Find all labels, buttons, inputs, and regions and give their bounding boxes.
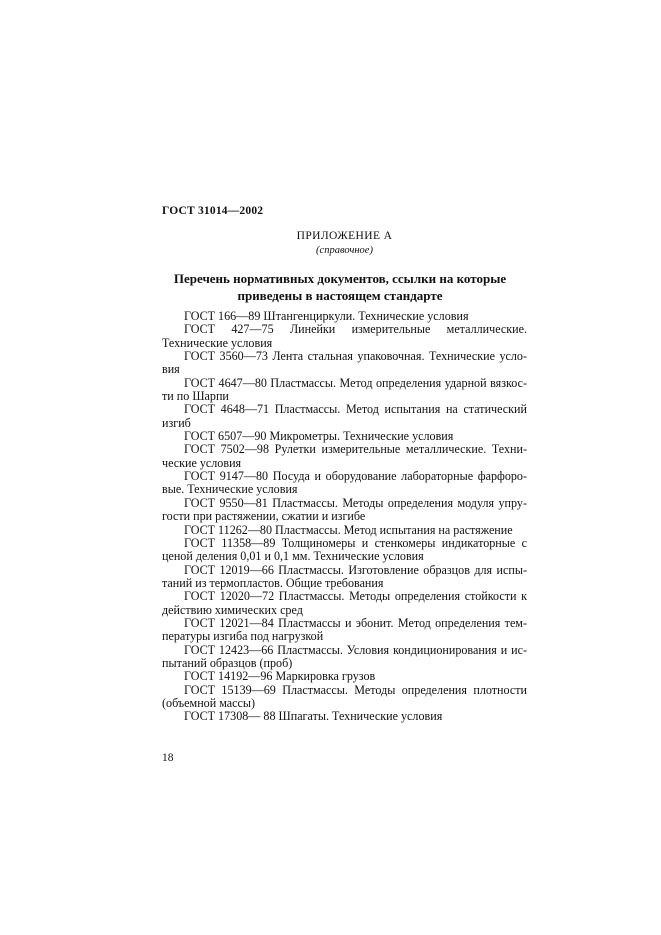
list-item: ГОСТ 427—75 Линейки измерительные металлические. Технические условия (162, 322, 527, 350)
list-item: ГОСТ 166—89 Штангенциркули. Технические условия (184, 309, 469, 323)
list-item: ГОСТ 15139—69 Пластмассы. Методы определения плотности (объемной массы) (162, 682, 527, 710)
list-item: ГОСТ 4648—71 Пластмассы. Метод испытания на статический изгиб (162, 402, 527, 430)
list-item: ГОСТ 12020—72 Пластмассы. Методы определения стойкости к действию химических сред (162, 589, 527, 617)
list-item: ГОСТ 12019—66 Пластмассы. Изготовление образцов для испытаний из термопластов. Общие требования (162, 562, 527, 590)
list-item: ГОСТ 4647—80 Пластмассы. Метод определения ударной вязкости по Шарпи (162, 375, 527, 404)
section-title-line-1: Перечень нормативных документов, ссылки на которые (173, 271, 507, 286)
list-item: ГОСТ 6507—90 Микрометры. Технические условия (184, 429, 454, 444)
appendix-subtitle: (справочное) (316, 245, 373, 256)
section-title (160, 270, 520, 304)
list-item: ГОСТ 11358—89 Толщиномеры и стенкомеры индикаторные с ценой деления 0,01 и 0,1 мм. Технические условия (162, 535, 527, 564)
list-item: ГОСТ 17308— 88 Шпагаты. Технические условия (184, 709, 443, 724)
list-item: ГОСТ 9550—81 Пластмассы. Методы определения модуля упругости при растяжении, сжатии и изгибе (162, 495, 527, 524)
list-item: ГОСТ 12021—84 Пластмассы и эбонит. Метод определения температуры изгиба под нагрузкой (162, 615, 527, 644)
list-item: ГОСТ 14192—96 Маркировка грузов (184, 669, 376, 684)
page-number: 18 (162, 752, 174, 764)
list-item: ГОСТ 12423—66 Пластмассы. Условия кондиционирования и испытаний образцов (проб) (162, 642, 527, 670)
normative-references-list (162, 310, 527, 724)
document-header: ГОСТ 31014—2002 (162, 205, 264, 217)
appendix-title: ПРИЛОЖЕНИЕ А (296, 230, 393, 242)
list-item: ГОСТ 9147—80 Посуда и оборудование лабораторные фарфоровые. Технические условия (162, 469, 527, 497)
list-item: ГОСТ 3560—73 Лента стальная упаковочная. Технические условия (162, 349, 527, 377)
list-item: ГОСТ 11262—80 Пластмассы. Метод испытания на растяжение (184, 522, 513, 537)
list-item: ГОСТ 7502—98 Рулетки измерительные металлические. Технические условия (162, 442, 527, 470)
section-title-line-2: приведены в настоящем стандарте (237, 288, 443, 303)
